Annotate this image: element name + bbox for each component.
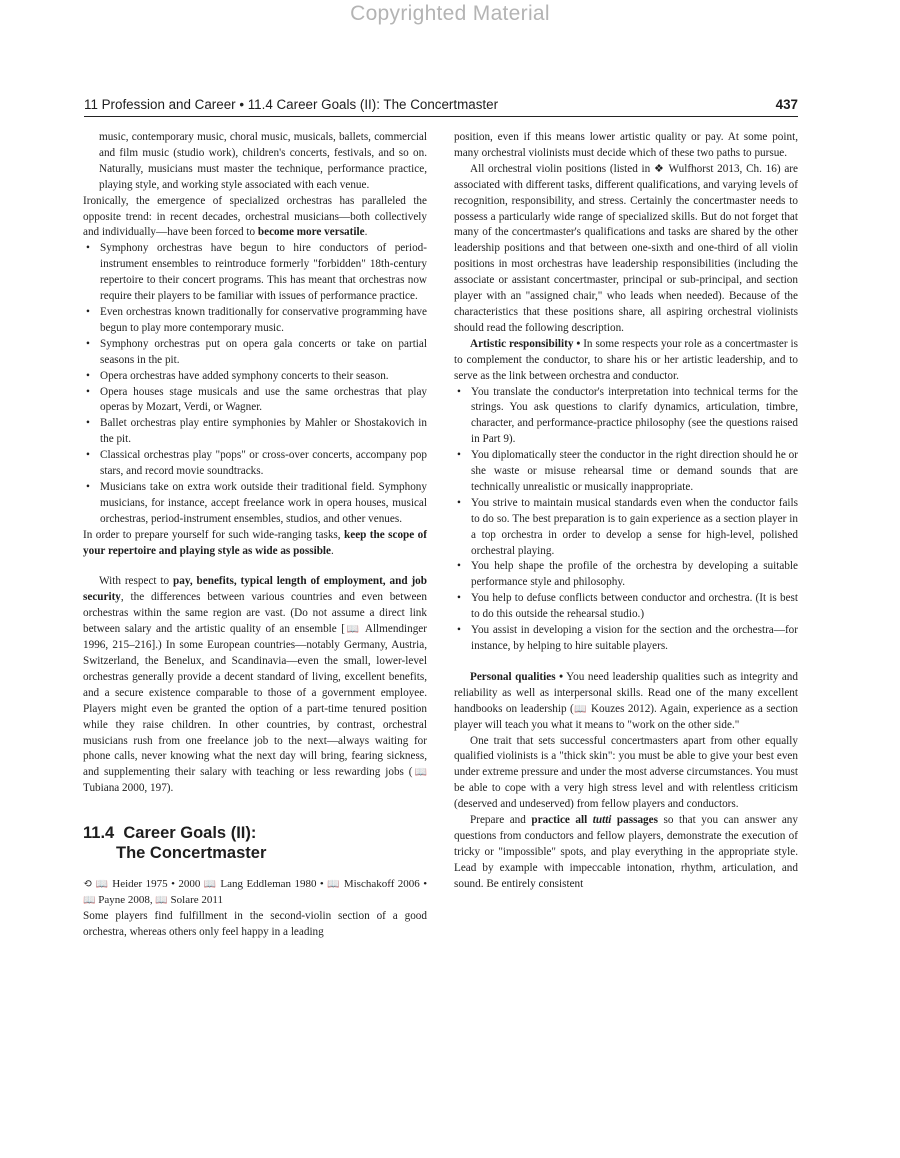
bold-text: keep the scope of your repertoire and playing style as wide as possible (83, 528, 427, 557)
paragraph-tutti-passages (454, 813, 798, 893)
text-run: Lang Eddleman 1980 • (220, 878, 324, 891)
cross-reference-icon: ⟲ (83, 878, 93, 891)
list-item: • Opera orchestras have added symphony concerts to their season. (83, 369, 427, 385)
book-icon: 📖 (203, 879, 217, 891)
text-run: . (331, 544, 334, 557)
text-run: In order to prepare yourself for such wide-ranging tasks, (83, 528, 344, 541)
text-run: Again, experience as a section player will teach you what it means to "work on the other side." (454, 702, 799, 731)
section-heading (83, 823, 427, 863)
text-run: Heider 1975 • 2000 (112, 878, 201, 891)
paragraph-leading-position: Some players find fulfillment in the second-violin section of a good orchestra, whereas others only feel happy in a leading (83, 909, 427, 938)
text-run: Tubiana 2000, 197). (83, 782, 174, 795)
text-run: so that you can answer any questions from conductors and fellow players, demonstrate the execution of tricky or "impossible" spots, and play everything in the appropriate style. Lead by example with impeccable intonation, rhythm, articulation, and sound. Be entirely consistent (454, 814, 798, 890)
text-run: Payne 2008, (98, 894, 153, 907)
bold-italic-text: tutti (592, 814, 612, 827)
list-item: • Even orchestras known traditionally for conservative programming have begun to play more contemporary music. (83, 305, 427, 337)
paragraph-personal-qualities (454, 670, 798, 734)
list-item: • Opera houses stage musicals and use the same orchestras that play operas by Mozart, Verdi, or Wagner. (83, 385, 427, 417)
globe-icon: ❖ (654, 162, 665, 175)
right-column (454, 130, 798, 893)
copyright-watermark: Copyrighted Material (350, 2, 550, 25)
text-run: All orchestral violin positions (listed in (470, 162, 654, 175)
book-icon: 📖 (95, 879, 109, 891)
bold-text: Artistic responsibility • (470, 337, 581, 350)
list-item: • You help shape the profile of the orchestra by developing a suitable performance style and philosophy. (454, 559, 798, 591)
book-icon: 📖 (573, 703, 588, 715)
paragraph-thick-skin: One trait that sets successful concertmasters apart from other equally qualified violinists is a "thick skin": you must be able to give your best even under extreme pressure and under the most adverse circumstances. You must be able to cope with a very high stress level and with relentless criticism (deserved and undeserved) from fellow players and conductors. (454, 734, 798, 811)
list-item: • You assist in developing a vision for the section and the orchestra—for instance, by helping to hire suitable players. (454, 623, 798, 655)
list-item: • Symphony orchestras have begun to hire conductors of period-instrument ensembles to reintroduce formerly "forbidden" 18th-century repertoire to their concert programs. This has meant that orchestras now require their players to be familiar with issues of performance practice. (83, 241, 427, 305)
text-run: Ironically, the emergence of specialized orchestras has paralleled the opposite trend: in recent decades, orchestral musicians—both collectively and individually—have been forced to (83, 194, 427, 239)
paragraph-paths: position, even if this means lower artistic quality or pay. At some point, many orchestral violinists must decide which of these two paths to pursue. (454, 131, 798, 159)
text-run: . (364, 226, 368, 239)
bold-text: practice all (531, 814, 593, 827)
paragraph-venues: music, contemporary music, choral music, musicals, ballets, commercial and film music (studio work), children's concerts, festivals, and so on. Naturally, musicians must master the technique, performance practice, playing style, and working style associated with each venue. (99, 131, 427, 191)
list-item: • Classical orchestras play "pops" or cross-over concerts, accompany pop stars, and record movie soundtracks. (83, 448, 427, 480)
paragraph-repertoire (83, 528, 427, 560)
paragraph-artistic-responsibility (454, 337, 798, 385)
list-item: • You strive to maintain musical standards even when the conductor fails to do so. The best preparation is to gain experience as a section player in a top orchestra in order to develop a sense for high-level, polished orchestral playing. (454, 496, 798, 560)
text-run: Prepare and (470, 814, 532, 827)
paragraph-pay (83, 574, 427, 797)
responsibility-bullet-list (454, 385, 798, 655)
book-icon: 📖 (412, 767, 428, 779)
paragraph-versatility (83, 194, 427, 242)
versatility-bullet-list (83, 241, 427, 527)
text-run: Allmendinger 1996, 215–216].) In some European countries—notably Germany, Austria, Switzerland, the Benelux, and Scandinavia—even the small, lower-level orchestras generally provide a decent standard of living, excellent benefits, and a secure existence comparable to those of a government employee. Players might even be granted the option of a part-time tenured position while they raise children. In other countries, by contrast, orchestral musicians rush from one freelance job to the next—always waiting for phone calls, never knowing what the next day will bring, fearing sickness, and supplementing their salary with teaching or less rewarding jobs ( (83, 623, 427, 779)
text-run: In some respects your role as a concertmaster is to complement the conductor, to share his or her artistic leadership, and to serve as the link between orchestra and conductor. (454, 337, 798, 382)
book-icon: 📖 (155, 895, 168, 907)
chapter-section-title: 11 Profession and Career • 11.4 Career Goals (II): The Concertmaster (84, 97, 499, 112)
list-item: • Symphony orchestras put on opera gala concerts or take on partial seasons in the pit. (83, 337, 427, 369)
section-number: 11.4 (83, 824, 115, 843)
page-number: 437 (775, 97, 798, 112)
text-run: You need leadership qualities such as integrity and reliability as well as interpersonal skills. Read one of the many excellent handbooks on leadership ( (454, 670, 798, 715)
list-item: • You translate the conductor's interpretation into technical terms for the strings. You ask questions to clarify dynamics, articulation, timbre, character, and performance-practice philosophy (see the questions raised in Part 9). (454, 385, 798, 449)
list-item: • Ballet orchestras play entire symphonies by Mahler or Shostakovich in the pit. (83, 416, 427, 448)
bold-text: passages (611, 814, 658, 827)
section-title-line1: Career Goals (II): (123, 824, 257, 843)
bold-text: become more versatile (257, 226, 365, 239)
section-title-line2: The Concertmaster (116, 844, 267, 863)
running-head (84, 96, 798, 117)
text-run: Kouzes 2012). (590, 702, 657, 715)
list-item: • You help to defuse conflicts between conductor and orchestra. (It is best to do this outside the rehearsal studio.) (454, 591, 798, 623)
left-column (83, 130, 427, 941)
bold-text: Personal qualities • (470, 670, 564, 683)
text-run: , the differences between various countries and even between orchestras within the same region are vast. (Do not assume a direct link between salary and the artistic quality of an ensemble [ (83, 591, 427, 636)
text-run: Mischakoff 2006 • (343, 878, 428, 891)
list-item: • Musicians take on extra work outside their traditional field. Symphony musicians, for instance, accept freelance work in opera houses, musical orchestras, period-instrument ensembles, studios, and other venues. (83, 480, 427, 528)
book-icon: 📖 (327, 879, 341, 891)
text-run: ) are associated with different tasks, different qualifications, and varying levels of recognition, responsibility, and stress. Certainly the concertmaster needs to possess a particularly wide range of specialized skills. But do not forget that many of the concertmaster's qualifications and tasks are shared by the other leadership positions and that between one-sixth and one-third of all violin positions in most orchestras have leadership responsibilities (including the associate or assistant concertmaster, principal or sub-principal, and section player with an "assigned chair," who leads when needed). Because of the characteristics that these positions share, all aspiring orchestral violinists should read the following description. (454, 162, 798, 334)
text-run: Solare 2011 (170, 894, 223, 907)
reference-list (83, 877, 427, 909)
book-icon: 📖 (345, 624, 361, 636)
text-run: Wulfhorst 2013, Ch. 16 (668, 162, 777, 175)
text-run: With respect to (99, 575, 174, 588)
bold-text: pay, benefits, typical length of employment, and job security (83, 575, 427, 604)
list-item: • You diplomatically steer the conductor in the right direction should he or she waste or misuse rehearsal time or demand sounds that are technically unrealistic or musically inappropriate. (454, 448, 798, 496)
paragraph-violin-positions (454, 162, 798, 337)
book-icon: 📖 (83, 895, 96, 907)
